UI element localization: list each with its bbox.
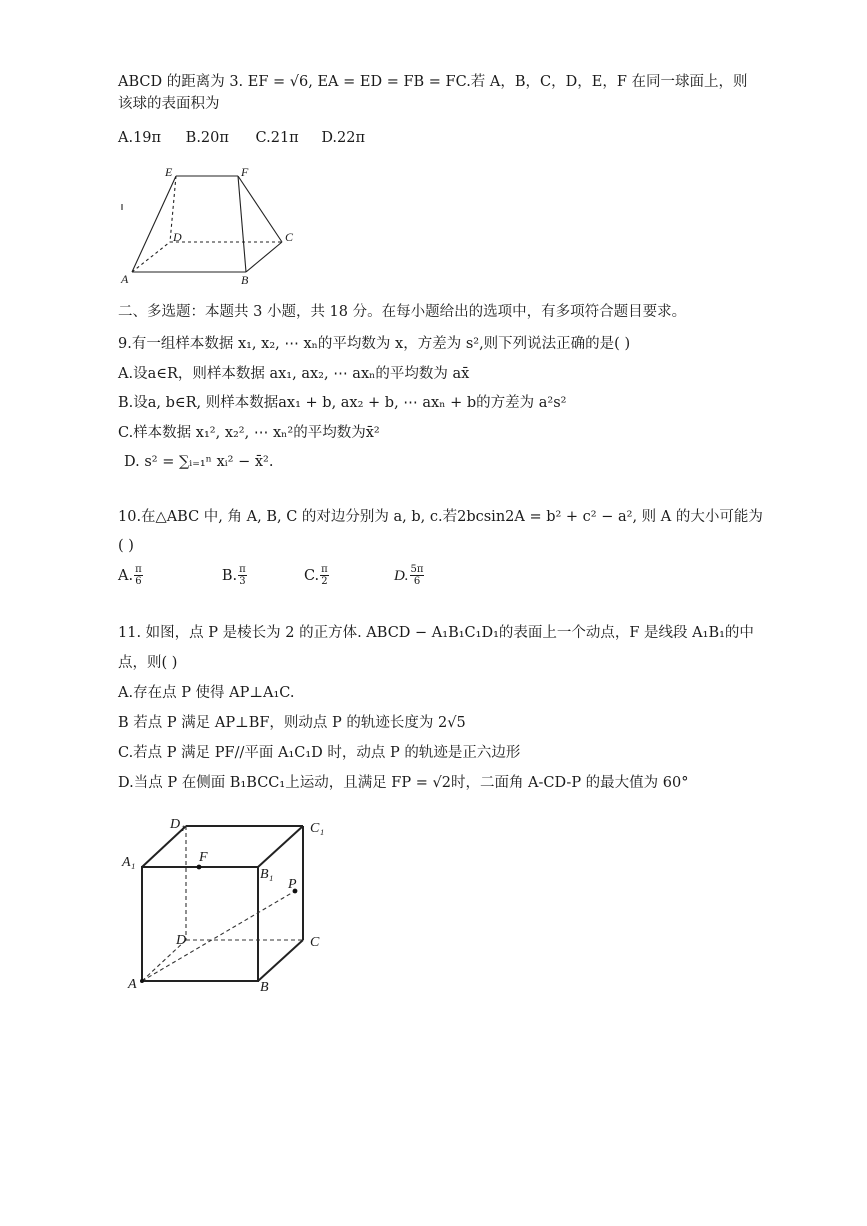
q11-label-b: B [260, 980, 269, 995]
q8-stem-line2: 该球的表面积为 [118, 96, 220, 112]
q11-cube-figure [118, 808, 348, 998]
q8-label-b: B [241, 273, 249, 287]
section-heading: 二、多选题：本题共 3 小题，共 18 分。在每小题给出的选项中，有多项符合题目要求。 [118, 304, 687, 320]
q9-option-a: A.设a∈R，则样本数据 ax₁, ax₂, ⋯ axₙ的平均数为 ax̄ [118, 366, 470, 382]
q11-label-a: A [128, 977, 137, 992]
q11-option-a: A.存在点 P 使得 AP⊥A₁C. [118, 685, 295, 701]
q8-option-d: D.22π [321, 130, 366, 146]
q10-option-b: B. $\frac{\pi}{3}$ [221, 564, 246, 587]
q11-label-b1: B₁ [260, 867, 274, 882]
q10-option-c: C. $\frac{\pi}{2}$ [303, 564, 328, 587]
q9-option-d: D. s² = ∑ᵢ₌₁ⁿ xᵢ² − x̄². [124, 454, 274, 470]
q8-option-b: B.20π [185, 130, 229, 146]
q11-option-c: C.若点 P 满足 PF//平面 A₁C₁D 时，动点 P 的轨迹是正六边形 [118, 745, 521, 761]
q11-label-d: D [176, 933, 187, 948]
q8-label-a: A [121, 272, 129, 286]
q8-label-d: D [173, 230, 182, 244]
q8-options [118, 128, 365, 148]
q8-option-a: A.19π [118, 130, 162, 146]
q10-option-d: D. $\frac{5\pi}{6}$ [393, 564, 424, 587]
q11-option-b: B 若点 P 满足 AP⊥BF，则动点 P 的轨迹长度为 2√5 [118, 715, 466, 731]
q10-option-a: A. $\frac{\pi}{6}$ [118, 564, 142, 587]
q11-stem-line1: 11. 如图，点 P 是棱长为 2 的正方体. ABCD − A₁B₁C₁D₁的表面上一个动点，F 是线段 A₁B₁的中 [118, 625, 754, 641]
q11-label-c1: C₁ [310, 821, 325, 836]
q9-option-c: C.样本数据 x₁², x₂², ⋯ xₙ²的平均数为x̄² [118, 425, 380, 441]
q10-stem-line1: 10.在△ABC 中, 角 A, B, C 的对边分别为 a, b, c.若2bcsin2A = b² + c² − a², 则 A 的大小可能为 [118, 509, 763, 525]
q9-option-b: B.设a, b∈R, 则样本数据ax₁ + b, ax₂ + b, ⋯ axₙ + b的方差为 a²s² [118, 395, 567, 411]
q11-label-f: F [199, 850, 208, 865]
q11-option-d: D.当点 P 在侧面 B₁BCC₁上运动，且满足 FP = √2时，二面角 A-CD-P 的最大值为 60° [118, 775, 689, 791]
q11-label-d1: D₁ [170, 817, 185, 832]
q8-label-f: F [241, 165, 249, 179]
q11-label-c: C [310, 935, 320, 950]
q9-stem: 9.有一组样本数据 x₁, x₂, ⋯ xₙ的平均数为 x，方差为 s²,则下列说法正确的是( ) [118, 336, 631, 352]
q10-options [118, 564, 424, 587]
q11-label-a1: A₁ [122, 855, 136, 870]
q8-trapezoid-figure [118, 162, 308, 290]
q8-label-c: C [285, 230, 294, 244]
q8-stem-line1: ABCD 的距离为 3. EF = √6, EA = ED = FB = FC.若 A，B，C，D，E，F 在同一球面上，则 [118, 74, 748, 90]
q11-stem-line2: 点，则( ) [118, 655, 178, 671]
q11-label-p: P [288, 877, 297, 892]
q10-stem-line2: ( ) [118, 538, 134, 554]
q8-label-e: E [165, 165, 173, 179]
q8-option-c: C.21π [255, 130, 299, 146]
